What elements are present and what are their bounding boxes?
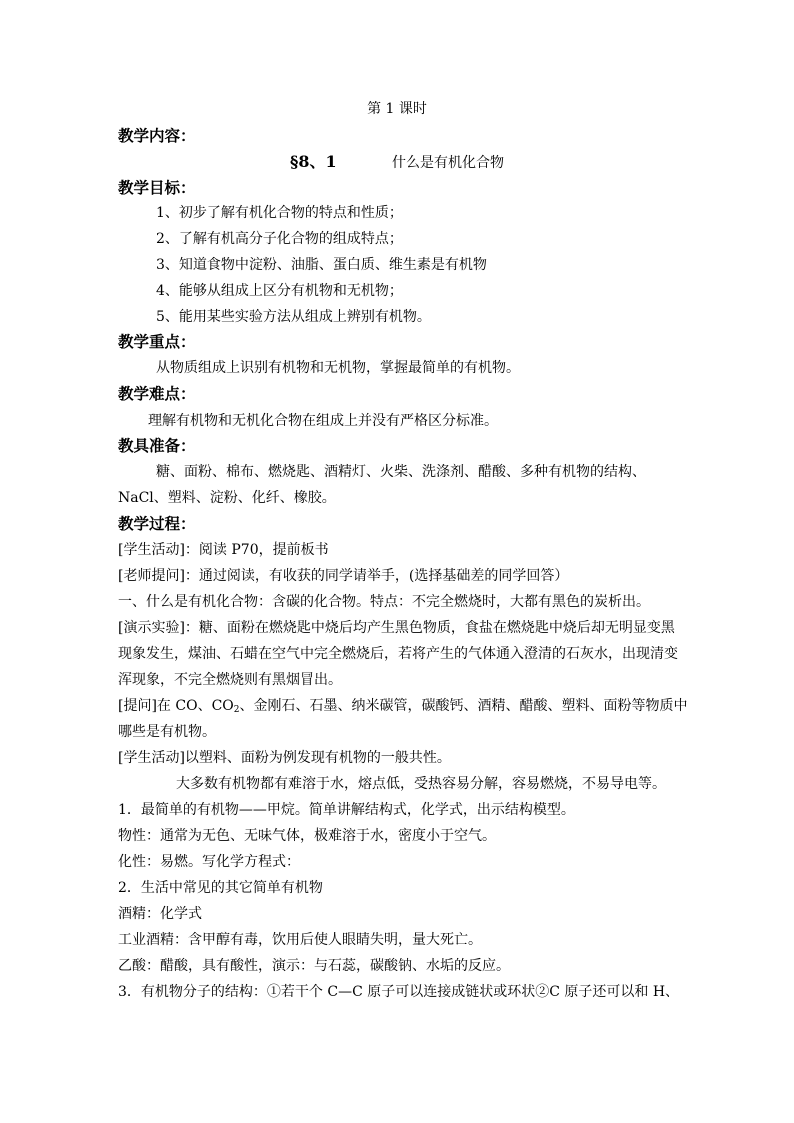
process-paragraph: 大多数有机物都有难溶于水，熔点低，受热容易分解，容易燃烧，不易导电等。: [176, 776, 666, 792]
process-paragraph: 1．最简单的有机物——甲烷。简单讲解结构式，化学式，出示结构模型。: [118, 802, 575, 818]
process-paragraph: 3．有机物分子的结构：①若干个 C—C 原子可以连接成链状或环状②C 原子还可以和 H、: [118, 984, 680, 1000]
process-paragraph: 哪些是有机物。: [118, 724, 216, 740]
process-paragraph: 一、什么是有机化合物：含碳的化合物。特点：不完全燃烧时，大都有黑色的炭析出。: [118, 594, 650, 610]
question-text-start: [提问]在 CO、CO: [118, 698, 234, 714]
goal-item: 1、初步了解有机化合物的特点和性质；: [156, 205, 403, 221]
tools-line: NaCl、塑料、淀粉、化纤、橡胶。: [118, 490, 336, 506]
key-text: 从物质组成上识别有机物和无机物，掌握最简单的有机物。: [156, 360, 520, 376]
process-heading: 教学过程：: [118, 514, 196, 533]
section-title: 什么是有机化合物: [392, 155, 504, 171]
content-heading: 教学内容：: [118, 126, 196, 145]
goal-item: 4、能够从组成上区分有机物和无机物；: [156, 283, 403, 299]
process-paragraph: [学生活动]以塑料、面粉为例发现有机物的一般共性。: [118, 750, 451, 766]
key-heading: 教学重点：: [118, 332, 196, 351]
tools-line: 糖、面粉、棉布、燃烧匙、酒精灯、火柴、洗涤剂、醋酸、多种有机物的结构、: [156, 464, 646, 480]
process-paragraph: [学生活动]：阅读 P70，提前板书: [118, 542, 329, 558]
tools-heading: 教具准备：: [118, 436, 196, 455]
process-paragraph: [老师提问]：通过阅读，有收获的同学请举手，(选择基础差的同学回答）: [118, 568, 569, 584]
process-paragraph: [118, 696, 688, 720]
goal-item: 2、了解有机高分子化合物的组成特点；: [156, 231, 403, 247]
process-paragraph: 浑现象，不完全燃烧则有黑烟冒出。: [118, 672, 342, 688]
goals-heading: 教学目标：: [118, 178, 196, 197]
process-paragraph: 物性：通常为无色、无味气体，极难溶于水，密度小于空气。: [118, 828, 496, 844]
process-paragraph: 工业酒精：含甲醇有毒，饮用后使人眼睛失明，量大死亡。: [118, 932, 482, 948]
section-number: §8、1: [290, 152, 337, 171]
goal-item: 3、知道食物中淀粉、油脂、蛋白质、维生素是有机物: [156, 257, 487, 273]
process-paragraph: 2．生活中常见的其它简单有机物: [118, 880, 323, 896]
process-paragraph: 现象发生，煤油、石蜡在空气中完全燃烧后，若将产生的气体通入澄清的石灰水，出现清变: [118, 646, 678, 662]
subscript-two: 2: [233, 705, 240, 715]
process-paragraph: [演示实验]：糖、面粉在燃烧匙中烧后均产生黑色物质，食盐在燃烧匙中烧后却无明显变黑: [118, 620, 675, 636]
lesson-period: 第 1 课时: [367, 101, 427, 117]
difficulty-heading: 教学难点：: [118, 384, 196, 403]
process-paragraph: 乙酸：醋酸，具有酸性，演示：与石蕊，碳酸钠、水垢的反应。: [118, 958, 510, 974]
difficulty-text: 理解有机物和无机化合物在组成上并没有严格区分标准。: [148, 413, 498, 429]
process-paragraph: 酒精：化学式: [118, 906, 202, 922]
question-text-end: 、金刚石、石墨、纳米碳管，碳酸钙、酒精、醋酸、塑料、面粉等物质中: [239, 698, 688, 714]
process-paragraph: 化性：易燃。写化学方程式：: [118, 854, 300, 870]
goal-item: 5、能用某些实验方法从组成上辨别有机物。: [156, 309, 431, 325]
